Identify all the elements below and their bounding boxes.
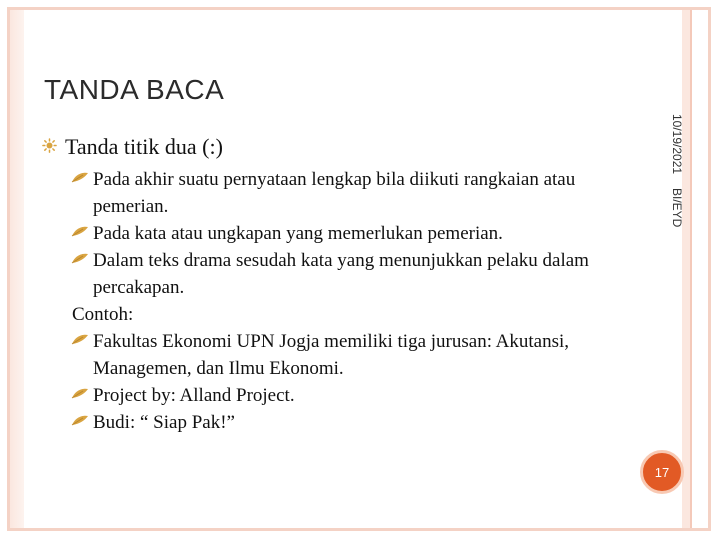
slide-author: BI/EYD: [670, 188, 684, 228]
list-item-text: Pada kata atau ungkapan yang memerlukan pemerian.: [93, 223, 503, 244]
page-number: 17: [654, 464, 670, 480]
heading-text: Tanda titik dua (:): [65, 134, 223, 159]
leaf-bullet-icon: [71, 334, 89, 345]
leaf-bullet-icon: [71, 415, 89, 426]
example-item: [40, 328, 640, 382]
example-label: Contoh:: [72, 304, 134, 325]
page-number-badge: [640, 450, 684, 494]
slide-date: 10/19/2021: [670, 114, 684, 175]
example-item-text: Budi: “ Siap Pak!”: [93, 412, 235, 433]
example-item-text: Project by: Alland Project.: [93, 385, 295, 406]
list-item: [40, 166, 640, 220]
example-item: [40, 409, 640, 436]
example-item-text: Fakultas Ekonomi UPN Jogja memiliki tiga jurusan: Akutansi, Managemen, dan Ilmu Ekonomi.: [93, 331, 570, 379]
leaf-bullet-icon: [71, 388, 89, 399]
example-item: [40, 382, 640, 409]
list-item-text: Dalam teks drama sesudah kata yang menunjukkan pelaku dalam percakapan.: [93, 250, 589, 298]
slide-content: [40, 132, 640, 436]
slide-title: TANDA BACA: [44, 74, 225, 105]
leaf-bullet-icon: [71, 253, 89, 264]
sun-bullet-icon: [42, 138, 57, 153]
list-item: [40, 247, 640, 301]
list-item: [40, 220, 640, 247]
leaf-bullet-icon: [71, 172, 89, 183]
left-decor-band: [10, 10, 24, 528]
leaf-bullet-icon: [71, 226, 89, 237]
list-item-text: Pada akhir suatu pernyataan lengkap bila diikuti rangkaian atau pemerian.: [93, 169, 576, 217]
heading-item: [40, 132, 640, 162]
right-decor-band: [682, 10, 690, 528]
right-decor-line: [690, 10, 692, 528]
